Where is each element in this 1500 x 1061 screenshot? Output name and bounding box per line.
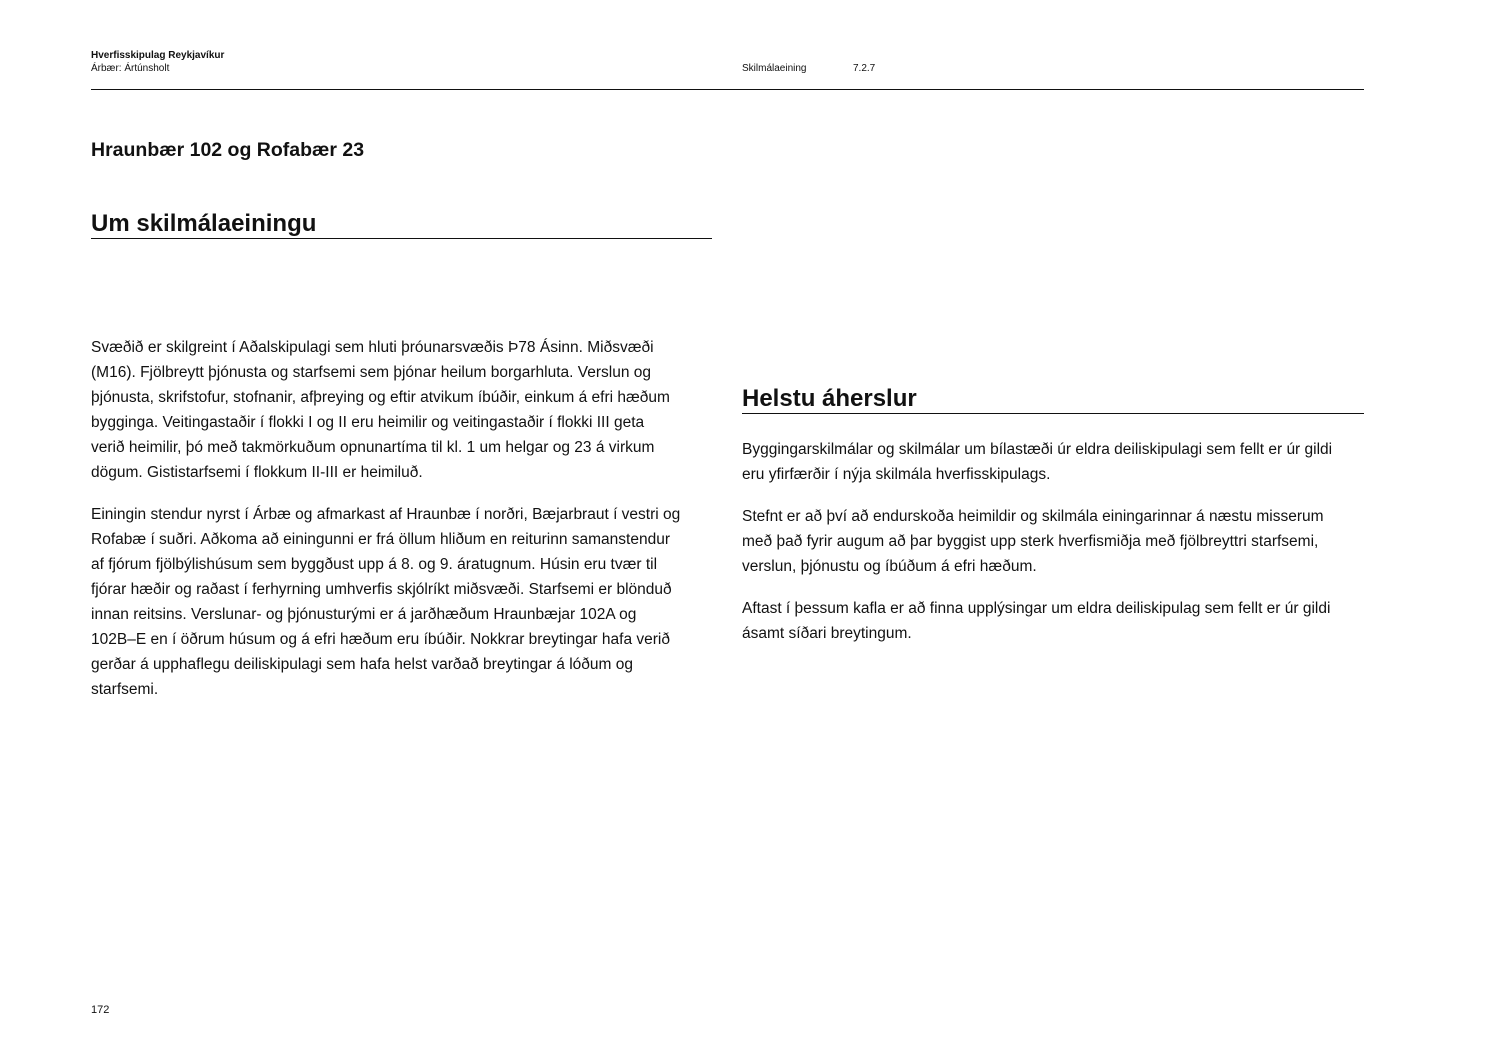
unit-title: Hraunbær 102 og Rofabær 23 xyxy=(91,139,365,161)
page-number: 172 xyxy=(91,1004,110,1016)
emphasis-paragraph: Byggingarskilmálar og skilmálar um bílastæði úr eldra deiliskipulagi sem fellt er úr gildi eru yfirfærðir í nýja skilmála hverfisskipulags. xyxy=(742,441,1333,483)
header-section-label: Skilmálaeining xyxy=(742,63,807,74)
about-paragraph: Svæðið er skilgreint í Aðalskipulagi sem hluti þróunarsvæðis Þ78 Ásinn. Miðsvæði (M16). Fjölbreytt þjónusta og starfsemi sem þjónar heilum borgarhluta. Verslun og þjónusta, skrifstofur, stofnanir, afþreying og eftir atvikum íbúðir, einkum á efri hæðum bygginga. Veitingastaðir í flokki I og II eru heimilir og veitingastaðir í flokki III geta verið heimilir, þó með takmörkuðum opnunartíma til kl. 1 um helgar og 23 á virkum dögum. Gististarfsemi í flokkum II-III er heimiluð. xyxy=(91,339,670,481)
key-emphasis-heading: Helstu áherslur xyxy=(742,385,1364,414)
header-section-number: 7.2.7 xyxy=(853,63,876,74)
about-paragraph: Einingin stendur nyrst í Árbæ og afmarkast af Hraunbæ í norðri, Bæjarbraut í vestri og Rofabæ í suðri. Aðkoma að einingunni er frá öllum hliðum en reiturinn samanstendur af fjórum fjölbýlishúsum sem byggðust upp á 8. og 9. áratugnum. Húsin eru tvær til fjórar hæðir og raðast í ferhyrning umhverfis skjólríkt miðsvæði. Starfsemi er blönduð innan reitsins. Verslunar- og þjónusturými er á jarðhæðum Hraunbæjar 102A og 102B–E en í öðrum húsum og á efri hæðum eru íbúðir. Nokkrar breytingar hafa verið gerðar á upphaflegu deiliskipulagi sem hafa helst varðað breytingar á lóðum og starfsemi. xyxy=(91,506,681,698)
emphasis-paragraph: Stefnt er að því að endurskoða heimildir og skilmála einingarinnar á næstu misserum með það fyrir augum að þar byggist upp sterk hverfismiðja með fjölbreyttri starfsemi, verslun, þjónustu og íbúðum á efri hæðum. xyxy=(742,508,1324,575)
header-organization: Hverfisskipulag Reykjavíkur xyxy=(91,50,225,61)
about-unit-heading: Um skilmálaeiningu xyxy=(91,210,712,239)
header-district: Árbær: Ártúnsholt xyxy=(91,63,170,74)
key-emphasis-text xyxy=(742,437,1342,663)
emphasis-paragraph: Aftast í þessum kafla er að finna upplýsingar um eldra deiliskipulag sem fellt er úr gildi ásamt síðari breytingum. xyxy=(742,600,1331,642)
header-divider xyxy=(91,89,1364,90)
about-unit-text xyxy=(91,335,681,719)
